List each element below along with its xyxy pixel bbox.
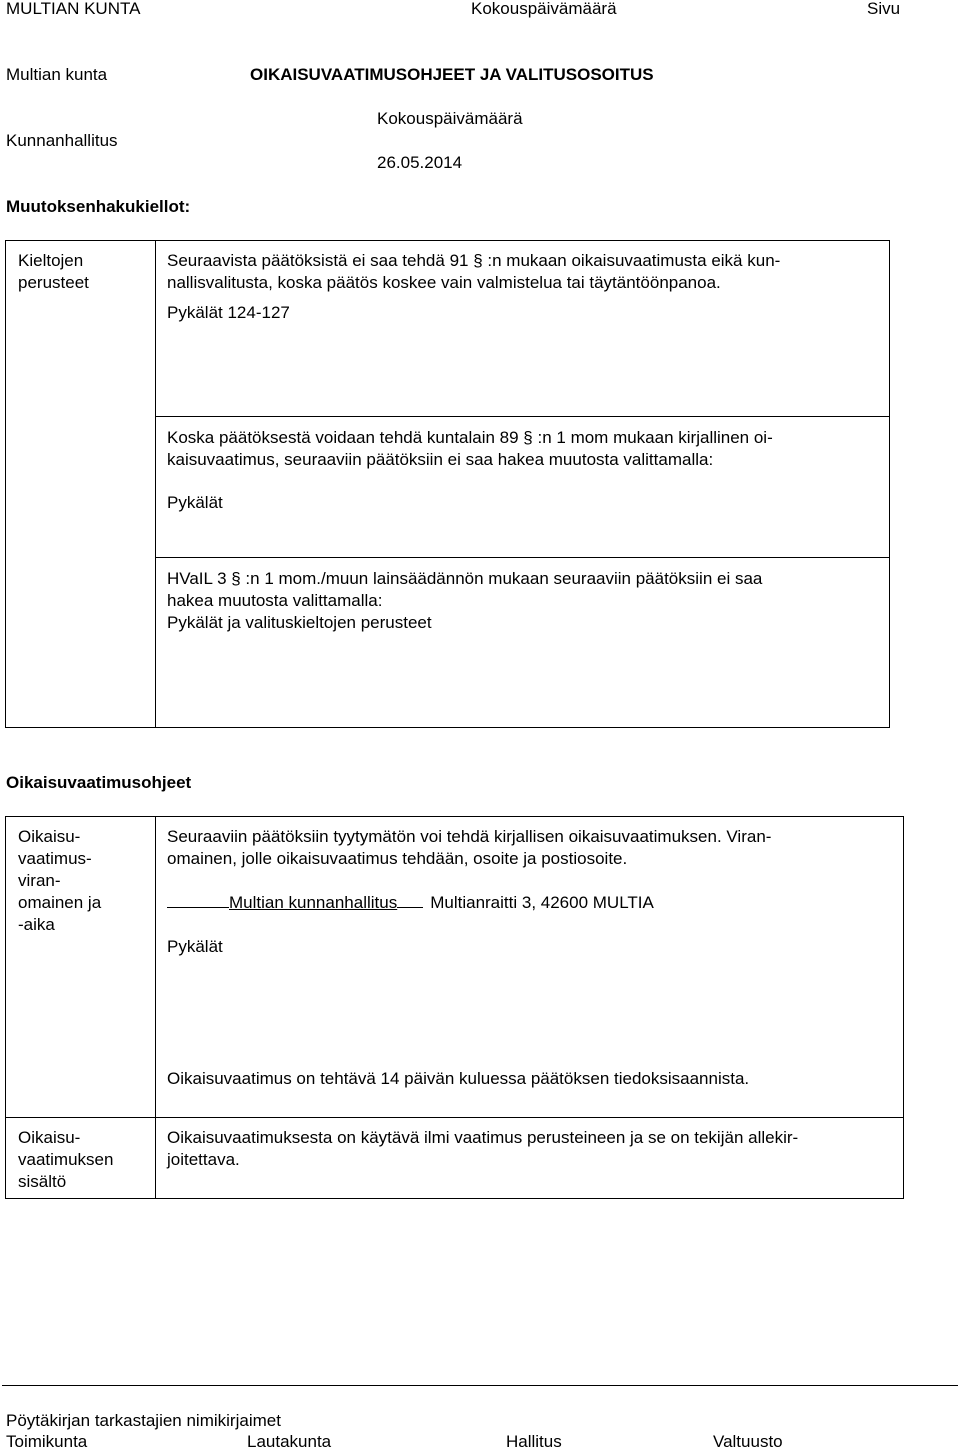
authority-address-line: [167, 892, 654, 914]
text-line: Seuraaviin päätöksiin tyytymätön voi tehdä kirjallisen oikaisuvaatimuksen. Viran-: [167, 827, 772, 846]
label-line: omainen ja: [18, 893, 102, 912]
header-municipality: MULTIAN KUNTA: [6, 0, 141, 18]
rectification-content-text: [167, 1127, 897, 1171]
doc-title: OIKAISUVAATIMUSOHJEET JA VALITUSOSOITUS: [250, 65, 654, 84]
text-line: nallisvalitusta, koska päätös koskee vain valmistelua tai täytäntöönpanoa.: [167, 273, 721, 292]
footer-col-lautakunta: Lautakunta: [247, 1432, 332, 1451]
label-line: vaatimus-: [18, 849, 92, 868]
text-line: Seuraavista päätöksistä ei saa tehdä 91 § :n mukaan oikaisuvaatimusta eikä kun-: [167, 251, 781, 270]
text-line: omainen, jolle oikaisuvaatimus tehdään, osoite ja postiosoite.: [167, 849, 628, 868]
header-page-label: Sivu: [867, 0, 901, 18]
prohibition-other-law-text: [167, 568, 887, 634]
rectification-content-label: [18, 1127, 113, 1193]
prohibition-preparation-text: [167, 250, 887, 294]
authority-address: Multianraitti 3, 42600 MULTIA: [430, 893, 654, 912]
text-line: kaisuvaatimus, seuraaviin päätöksiin ei saa hakea muutosta valittamalla:: [167, 450, 714, 469]
text-line: joitettava.: [167, 1150, 240, 1169]
footer-col-hallitus: Hallitus: [506, 1432, 562, 1451]
rectification-authority-label: [18, 826, 101, 936]
text-line: Pykälät ja valituskieltojen perusteet: [167, 613, 432, 632]
row-divider: [5, 1117, 904, 1118]
footer-signatures-label: Pöytäkirjan tarkastajien nimikirjaimet: [6, 1411, 281, 1430]
authority-name: Multian kunnanhallitus: [229, 893, 398, 912]
header-meeting-date-label: Kokouspäivämäärä: [471, 0, 617, 18]
date-label: Kokouspäivämäärä: [377, 109, 523, 128]
underline-blank: [167, 907, 229, 908]
table-divider: [155, 816, 156, 1199]
text-line: HVaIL 3 § :n 1 mom./muun lainsäädännön mukaan seuraaviin päätöksiin ei saa: [167, 569, 763, 588]
label-line: vaatimuksen: [18, 1150, 114, 1169]
rectification-instruction-text: [167, 826, 897, 870]
section-heading-oikaisuvaatimusohjeet: Oikaisuvaatimusohjeet: [6, 773, 192, 792]
row-divider: [155, 557, 890, 558]
label-line: sisältö: [18, 1172, 67, 1191]
rectification-sections: Pykälät: [167, 937, 223, 956]
text-line: hakea muutosta valittamalla:: [167, 591, 383, 610]
prohibition-rectification-sections: Pykälät: [167, 493, 223, 512]
prohibitions-table: [5, 240, 890, 728]
label-line: -aika: [18, 915, 55, 934]
table-divider: [155, 240, 156, 728]
rectification-deadline-text: Oikaisuvaatimus on tehtävä 14 päivän kuluessa päätöksen tiedoksisaannista.: [167, 1069, 750, 1088]
footer-col-toimikunta: Toimikunta: [6, 1432, 88, 1451]
row-divider: [155, 416, 890, 417]
footer-rule: [2, 1385, 958, 1386]
label-line: viran-: [18, 871, 61, 890]
text-line: Koska päätöksestä voidaan tehdä kuntalain 89 § :n 1 mom mukaan kirjallinen oi-: [167, 428, 773, 447]
text-line: Oikaisuvaatimuksesta on käytävä ilmi vaatimus perusteineen ja se on tekijän allekir-: [167, 1128, 799, 1147]
label-line: Oikaisu-: [18, 827, 81, 846]
prohibition-rectification-text: [167, 427, 887, 471]
prohibitions-label: [18, 250, 89, 294]
label-line: Oikaisu-: [18, 1128, 81, 1147]
footer-col-valtuusto: Valtuusto: [713, 1432, 783, 1451]
underline-blank: [397, 907, 423, 908]
prohibition-preparation-sections: Pykälät 124-127: [167, 303, 290, 322]
label-line: perusteet: [18, 273, 89, 292]
section-heading-muutoksenhakukiellot: Muutoksenhakukiellot:: [6, 197, 191, 216]
org-name: Multian kunta: [6, 65, 108, 84]
date-value: 26.05.2014: [377, 153, 463, 172]
label-line: Kieltojen: [18, 251, 84, 270]
body-name: Kunnanhallitus: [6, 131, 118, 150]
